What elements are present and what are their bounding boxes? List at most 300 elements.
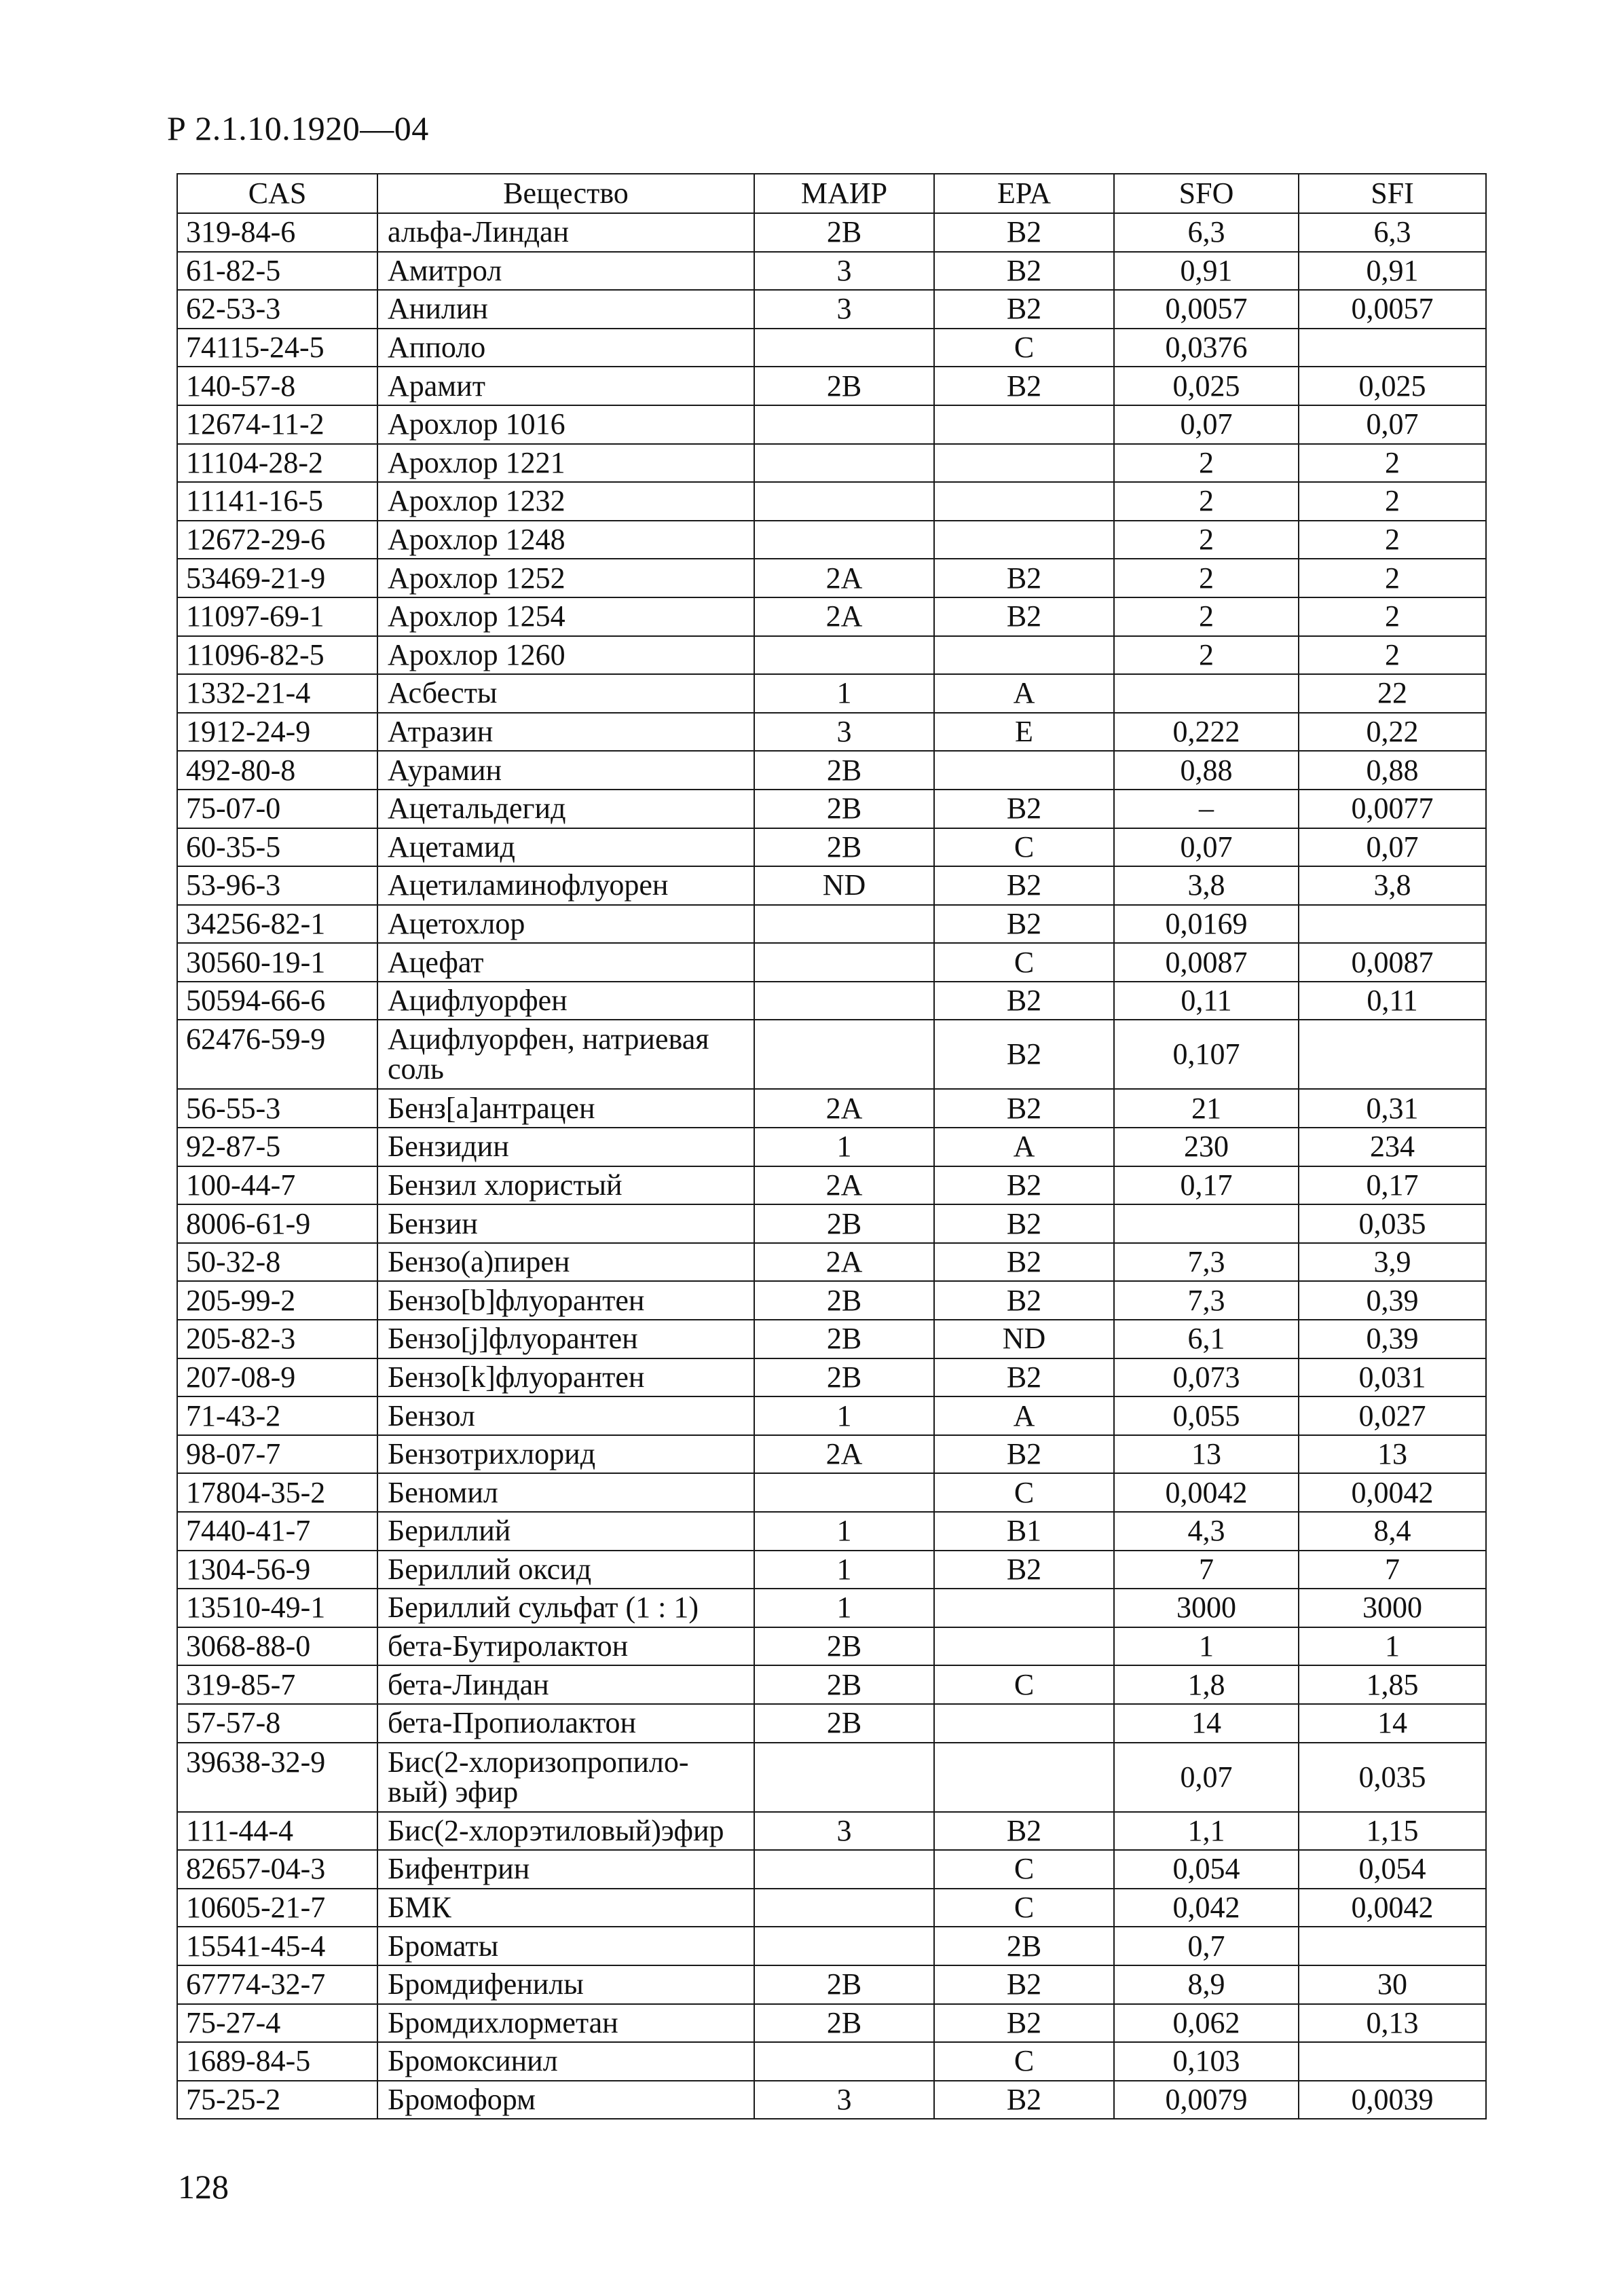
col-header-substance: Вещество [377,174,754,213]
cas-cell: 205-99-2 [177,1281,377,1320]
iarc-cell [754,943,934,982]
sfi-cell: 22 [1299,674,1486,713]
cas-cell: 319-85-7 [177,1665,377,1704]
iarc-cell: 2B [754,1281,934,1320]
epa-cell: C [934,828,1114,867]
iarc-cell: 1 [754,1551,934,1589]
epa-cell: B2 [934,1204,1114,1243]
iarc-cell [754,982,934,1020]
cas-cell: 34256-82-1 [177,905,377,944]
table-row [177,1020,1486,1089]
sfi-cell: 0,07 [1299,828,1486,867]
table-row [177,559,1486,597]
iarc-cell [754,1473,934,1512]
sfi-cell: 0,025 [1299,367,1486,405]
epa-cell: B2 [934,1551,1114,1589]
table-row [177,1281,1486,1320]
sfo-cell: 8,9 [1114,1965,1299,2004]
sfi-cell: 0,031 [1299,1358,1486,1397]
epa-cell: B2 [934,905,1114,944]
iarc-cell: 1 [754,1128,934,1166]
epa-cell: B2 [934,252,1114,291]
cas-cell: 39638-32-9 [177,1743,377,1812]
sfi-cell: 2 [1299,444,1486,483]
sfi-cell: 3,9 [1299,1243,1486,1282]
iarc-cell: 3 [754,713,934,752]
table-row [177,982,1486,1020]
epa-cell [934,751,1114,790]
sfo-cell: 0,0079 [1114,2081,1299,2119]
table-row [177,1473,1486,1512]
epa-cell [934,482,1114,521]
sfi-cell: 2 [1299,482,1486,521]
iarc-cell: 2A [754,1166,934,1205]
epa-cell: C [934,329,1114,367]
table-row [177,1965,1486,2004]
epa-cell [934,1704,1114,1743]
epa-cell: B2 [934,1243,1114,1282]
sfo-cell: 0,054 [1114,1850,1299,1889]
epa-cell: B2 [934,1435,1114,1474]
sfo-cell: 13 [1114,1435,1299,1474]
iarc-cell: 2B [754,213,934,252]
epa-cell: B2 [934,2081,1114,2119]
sfo-cell: 1,8 [1114,1665,1299,1704]
sfo-cell: 0,055 [1114,1396,1299,1435]
substance-cell: Бензин [377,1204,754,1243]
substance-cell: Атразин [377,713,754,752]
iarc-cell [754,1889,934,1927]
table-row [177,1128,1486,1166]
epa-cell: C [934,2042,1114,2081]
epa-cell: B2 [934,1812,1114,1851]
substance-cell: Аурамин [377,751,754,790]
iarc-cell: 2B [754,790,934,828]
substance-cell: Ацифлуорфен, натриевая соль [377,1020,754,1089]
sfi-cell: 0,22 [1299,713,1486,752]
substance-cell: Бензо(а)пирен [377,1243,754,1282]
cas-cell: 56-55-3 [177,1089,377,1128]
iarc-cell: 1 [754,674,934,713]
table-body [177,213,1486,2119]
iarc-cell [754,329,934,367]
sfo-cell: 0,222 [1114,713,1299,752]
epa-cell: B2 [934,790,1114,828]
substance-cell: Ацетохлор [377,905,754,944]
sfi-cell: 0,0039 [1299,2081,1486,2119]
sfo-cell: 0,103 [1114,2042,1299,2081]
substance-cell: Ацифлуорфен [377,982,754,1020]
substance-cell: Ацетальдегид [377,790,754,828]
iarc-cell: 2A [754,1435,934,1474]
cas-cell: 71-43-2 [177,1396,377,1435]
col-header-sfo: SFO [1114,174,1299,213]
sfo-cell: 0,07 [1114,828,1299,867]
epa-cell: E [934,713,1114,752]
sfi-cell: 2 [1299,636,1486,675]
sfi-cell: 0,0042 [1299,1889,1486,1927]
sfo-cell: 3,8 [1114,866,1299,905]
table-row [177,367,1486,405]
sfo-cell [1114,674,1299,713]
sfi-cell: 6,3 [1299,213,1486,252]
cas-cell: 50-32-8 [177,1243,377,1282]
table-row [177,1358,1486,1397]
substance-cell: Бензил хлористый [377,1166,754,1205]
cas-cell: 12672-29-6 [177,521,377,559]
epa-cell: B1 [934,1512,1114,1551]
table-row [177,2081,1486,2119]
sfi-cell: 2 [1299,521,1486,559]
sfo-cell: 0,7 [1114,1927,1299,1965]
cas-cell: 1332-21-4 [177,674,377,713]
cas-cell: 100-44-7 [177,1166,377,1205]
iarc-cell: 1 [754,1589,934,1627]
sfo-cell: 2 [1114,482,1299,521]
sfi-cell: 2 [1299,559,1486,597]
epa-cell: C [934,1665,1114,1704]
substance-cell: Анилин [377,290,754,329]
substance-cell: Бромоксинил [377,2042,754,2081]
sfi-cell: 0,39 [1299,1320,1486,1358]
table-row [177,943,1486,982]
iarc-cell [754,636,934,675]
table-row [177,1396,1486,1435]
sfo-cell: 0,0042 [1114,1473,1299,1512]
sfo-cell: 0,073 [1114,1358,1299,1397]
substance-cell: Арохлор 1252 [377,559,754,597]
table-row [177,2004,1486,2043]
epa-cell [934,1589,1114,1627]
cas-cell: 62-53-3 [177,290,377,329]
iarc-cell: 3 [754,252,934,291]
cas-cell: 75-07-0 [177,790,377,828]
sfi-cell [1299,1020,1486,1089]
table-row [177,329,1486,367]
sfi-cell: 7 [1299,1551,1486,1589]
sfi-cell: 0,39 [1299,1281,1486,1320]
sfo-cell: 0,025 [1114,367,1299,405]
sfi-cell: 2 [1299,597,1486,636]
sfo-cell: 7 [1114,1551,1299,1589]
table-row [177,790,1486,828]
table-row [177,1435,1486,1474]
col-header-cas: CAS [177,174,377,213]
iarc-cell: 2B [754,1704,934,1743]
epa-cell: B2 [934,213,1114,252]
substance-cell: Асбесты [377,674,754,713]
table-row [177,1704,1486,1743]
table-row [177,1166,1486,1205]
iarc-cell: 2B [754,1204,934,1243]
table-row [177,444,1486,483]
iarc-cell: 2A [754,597,934,636]
epa-cell: B2 [934,559,1114,597]
table-row [177,1589,1486,1627]
sfi-cell: 0,17 [1299,1166,1486,1205]
sfo-cell: 6,3 [1114,213,1299,252]
epa-cell: C [934,1850,1114,1889]
cas-cell: 53469-21-9 [177,559,377,597]
substance-cell: Апполо [377,329,754,367]
sfi-cell: 1,85 [1299,1665,1486,1704]
sfi-cell: 234 [1299,1128,1486,1166]
table-row [177,905,1486,944]
substance-cell: Бис(2-хлорэтиловый)эфир [377,1812,754,1851]
sfo-cell: 1 [1114,1627,1299,1666]
sfi-cell: 0,11 [1299,982,1486,1020]
iarc-cell: 2A [754,1243,934,1282]
table-row [177,213,1486,252]
substance-cell: Бериллий [377,1512,754,1551]
iarc-cell [754,1020,934,1089]
sfi-cell: 0,91 [1299,252,1486,291]
substance-cell: Бифентрин [377,1850,754,1889]
iarc-cell [754,405,934,444]
iarc-cell: 2B [754,1665,934,1704]
table-row [177,828,1486,867]
substance-cell: Ацетамид [377,828,754,867]
iarc-cell [754,521,934,559]
cas-cell: 11104-28-2 [177,444,377,483]
cas-cell: 53-96-3 [177,866,377,905]
epa-cell: B2 [934,290,1114,329]
iarc-cell: 2A [754,1089,934,1128]
substance-cell: бета-Бутиролактон [377,1627,754,1666]
sfo-cell: 14 [1114,1704,1299,1743]
epa-cell: B2 [934,1166,1114,1205]
sfo-cell: 2 [1114,444,1299,483]
table-row [177,405,1486,444]
epa-cell: C [934,1473,1114,1512]
sfi-cell: 0,0057 [1299,290,1486,329]
table-row [177,1889,1486,1927]
cas-cell: 92-87-5 [177,1128,377,1166]
sfo-cell: 1,1 [1114,1812,1299,1851]
sfo-cell: 2 [1114,636,1299,675]
sfi-cell: 3000 [1299,1589,1486,1627]
iarc-cell: 3 [754,2081,934,2119]
cas-cell: 50594-66-6 [177,982,377,1020]
substance-cell: Бромдихлорметан [377,2004,754,2043]
table-row [177,1850,1486,1889]
substance-cell: Бериллий оксид [377,1551,754,1589]
sfi-cell [1299,2042,1486,2081]
sfo-cell: 0,17 [1114,1166,1299,1205]
sfo-cell: 2 [1114,521,1299,559]
epa-cell: B2 [934,597,1114,636]
sfo-cell: 6,1 [1114,1320,1299,1358]
table-row [177,636,1486,675]
table-row [177,482,1486,521]
cas-cell: 8006-61-9 [177,1204,377,1243]
substance-cell: Бензидин [377,1128,754,1166]
iarc-cell [754,905,934,944]
iarc-cell: 2A [754,559,934,597]
substance-cell: Арамит [377,367,754,405]
epa-cell [934,521,1114,559]
cas-cell: 57-57-8 [177,1704,377,1743]
epa-cell [934,1627,1114,1666]
cas-cell: 30560-19-1 [177,943,377,982]
sfo-cell: 0,88 [1114,751,1299,790]
sfi-cell: 0,07 [1299,405,1486,444]
substance-cell: Арохлор 1232 [377,482,754,521]
table-row [177,1743,1486,1812]
epa-cell: B2 [934,1020,1114,1089]
substance-cell: Бенз[а]антрацен [377,1089,754,1128]
epa-cell [934,636,1114,675]
substance-cell: Бензол [377,1396,754,1435]
substance-cell: Арохлор 1254 [377,597,754,636]
epa-cell [934,444,1114,483]
substance-cell: Бензо[b]флуорантен [377,1281,754,1320]
sfi-cell: 0,0042 [1299,1473,1486,1512]
sfi-cell: 30 [1299,1965,1486,2004]
epa-cell: B2 [934,866,1114,905]
epa-cell [934,1743,1114,1812]
cas-cell: 140-57-8 [177,367,377,405]
epa-cell: B2 [934,1089,1114,1128]
cas-cell: 492-80-8 [177,751,377,790]
iarc-cell: 2B [754,1627,934,1666]
cas-cell: 207-08-9 [177,1358,377,1397]
epa-cell: B2 [934,1281,1114,1320]
sfo-cell: 2 [1114,559,1299,597]
sfo-cell: 0,107 [1114,1020,1299,1089]
iarc-cell [754,444,934,483]
table-row [177,751,1486,790]
epa-cell: A [934,1396,1114,1435]
epa-cell: B2 [934,1358,1114,1397]
iarc-cell: 3 [754,290,934,329]
cas-cell: 111-44-4 [177,1812,377,1851]
table-row [177,713,1486,752]
cas-cell: 82657-04-3 [177,1850,377,1889]
col-header-epa: EPA [934,174,1114,213]
cas-cell: 17804-35-2 [177,1473,377,1512]
table-row [177,252,1486,291]
iarc-cell [754,2042,934,2081]
sfo-cell: 0,0169 [1114,905,1299,944]
cas-cell: 67774-32-7 [177,1965,377,2004]
sfi-cell: 13 [1299,1435,1486,1474]
sfi-cell [1299,1927,1486,1965]
cas-cell: 15541-45-4 [177,1927,377,1965]
col-header-sfi: SFI [1299,174,1486,213]
substance-cell: Бис(2-хлоризопропило-вый) эфир [377,1743,754,1812]
sfi-cell: 8,4 [1299,1512,1486,1551]
sfo-cell: – [1114,790,1299,828]
cas-cell: 205-82-3 [177,1320,377,1358]
substance-cell: Броматы [377,1927,754,1965]
sfo-cell: 21 [1114,1089,1299,1128]
sfi-cell: 0,035 [1299,1743,1486,1812]
substance-cell: Бензо[j]флуорантен [377,1320,754,1358]
table-row [177,2042,1486,2081]
table-header-row [177,174,1486,213]
iarc-cell [754,1850,934,1889]
substance-cell: Арохлор 1260 [377,636,754,675]
table-row [177,1320,1486,1358]
iarc-cell: 2B [754,1965,934,2004]
substance-cell: Беномил [377,1473,754,1512]
iarc-cell: 1 [754,1396,934,1435]
cas-cell: 11097-69-1 [177,597,377,636]
cas-cell: 1912-24-9 [177,713,377,752]
cas-cell: 60-35-5 [177,828,377,867]
cas-cell: 10605-21-7 [177,1889,377,1927]
cas-cell: 1304-56-9 [177,1551,377,1589]
carcinogen-table [177,173,1487,2119]
substance-cell: Ацетиламинофлуорен [377,866,754,905]
epa-cell: B2 [934,367,1114,405]
sfo-cell: 0,11 [1114,982,1299,1020]
sfi-cell [1299,329,1486,367]
table-row [177,1665,1486,1704]
cas-cell: 62476-59-9 [177,1020,377,1089]
table-row [177,1512,1486,1551]
sfi-cell [1299,905,1486,944]
table-row [177,1243,1486,1282]
col-header-iarc: МАИР [754,174,934,213]
substance-cell: Арохлор 1248 [377,521,754,559]
substance-cell: Ацефат [377,943,754,982]
sfi-cell: 0,054 [1299,1850,1486,1889]
sfo-cell: 0,07 [1114,405,1299,444]
cas-cell: 75-27-4 [177,2004,377,2043]
sfi-cell: 14 [1299,1704,1486,1743]
iarc-cell: 2B [754,751,934,790]
sfo-cell: 0,0057 [1114,290,1299,329]
sfo-cell: 7,3 [1114,1281,1299,1320]
table-row [177,1551,1486,1589]
epa-cell: C [934,1889,1114,1927]
sfi-cell: 0,0077 [1299,790,1486,828]
sfi-cell: 1,15 [1299,1812,1486,1851]
sfi-cell: 0,035 [1299,1204,1486,1243]
cas-cell: 319-84-6 [177,213,377,252]
cas-cell: 13510-49-1 [177,1589,377,1627]
sfo-cell: 0,062 [1114,2004,1299,2043]
sfo-cell: 0,91 [1114,252,1299,291]
sfo-cell: 230 [1114,1128,1299,1166]
iarc-cell: 2B [754,2004,934,2043]
sfo-cell: 0,07 [1114,1743,1299,1812]
sfi-cell: 3,8 [1299,866,1486,905]
cas-cell: 1689-84-5 [177,2042,377,2081]
sfo-cell: 0,042 [1114,1889,1299,1927]
page-number: 128 [178,2168,229,2206]
table-row [177,866,1486,905]
epa-cell: C [934,943,1114,982]
cas-cell: 3068-88-0 [177,1627,377,1666]
substance-cell: Бензо[k]флуорантен [377,1358,754,1397]
table-row [177,1627,1486,1666]
sfo-cell: 2 [1114,597,1299,636]
sfo-cell [1114,1204,1299,1243]
cas-cell: 75-25-2 [177,2081,377,2119]
substance-cell: Арохлор 1221 [377,444,754,483]
cas-cell: 11141-16-5 [177,482,377,521]
iarc-cell [754,482,934,521]
epa-cell [934,405,1114,444]
document-code: Р 2.1.10.1920—04 [167,109,429,147]
iarc-cell: 3 [754,1812,934,1851]
sfo-cell: 3000 [1114,1589,1299,1627]
cas-cell: 12674-11-2 [177,405,377,444]
table-row [177,1089,1486,1128]
